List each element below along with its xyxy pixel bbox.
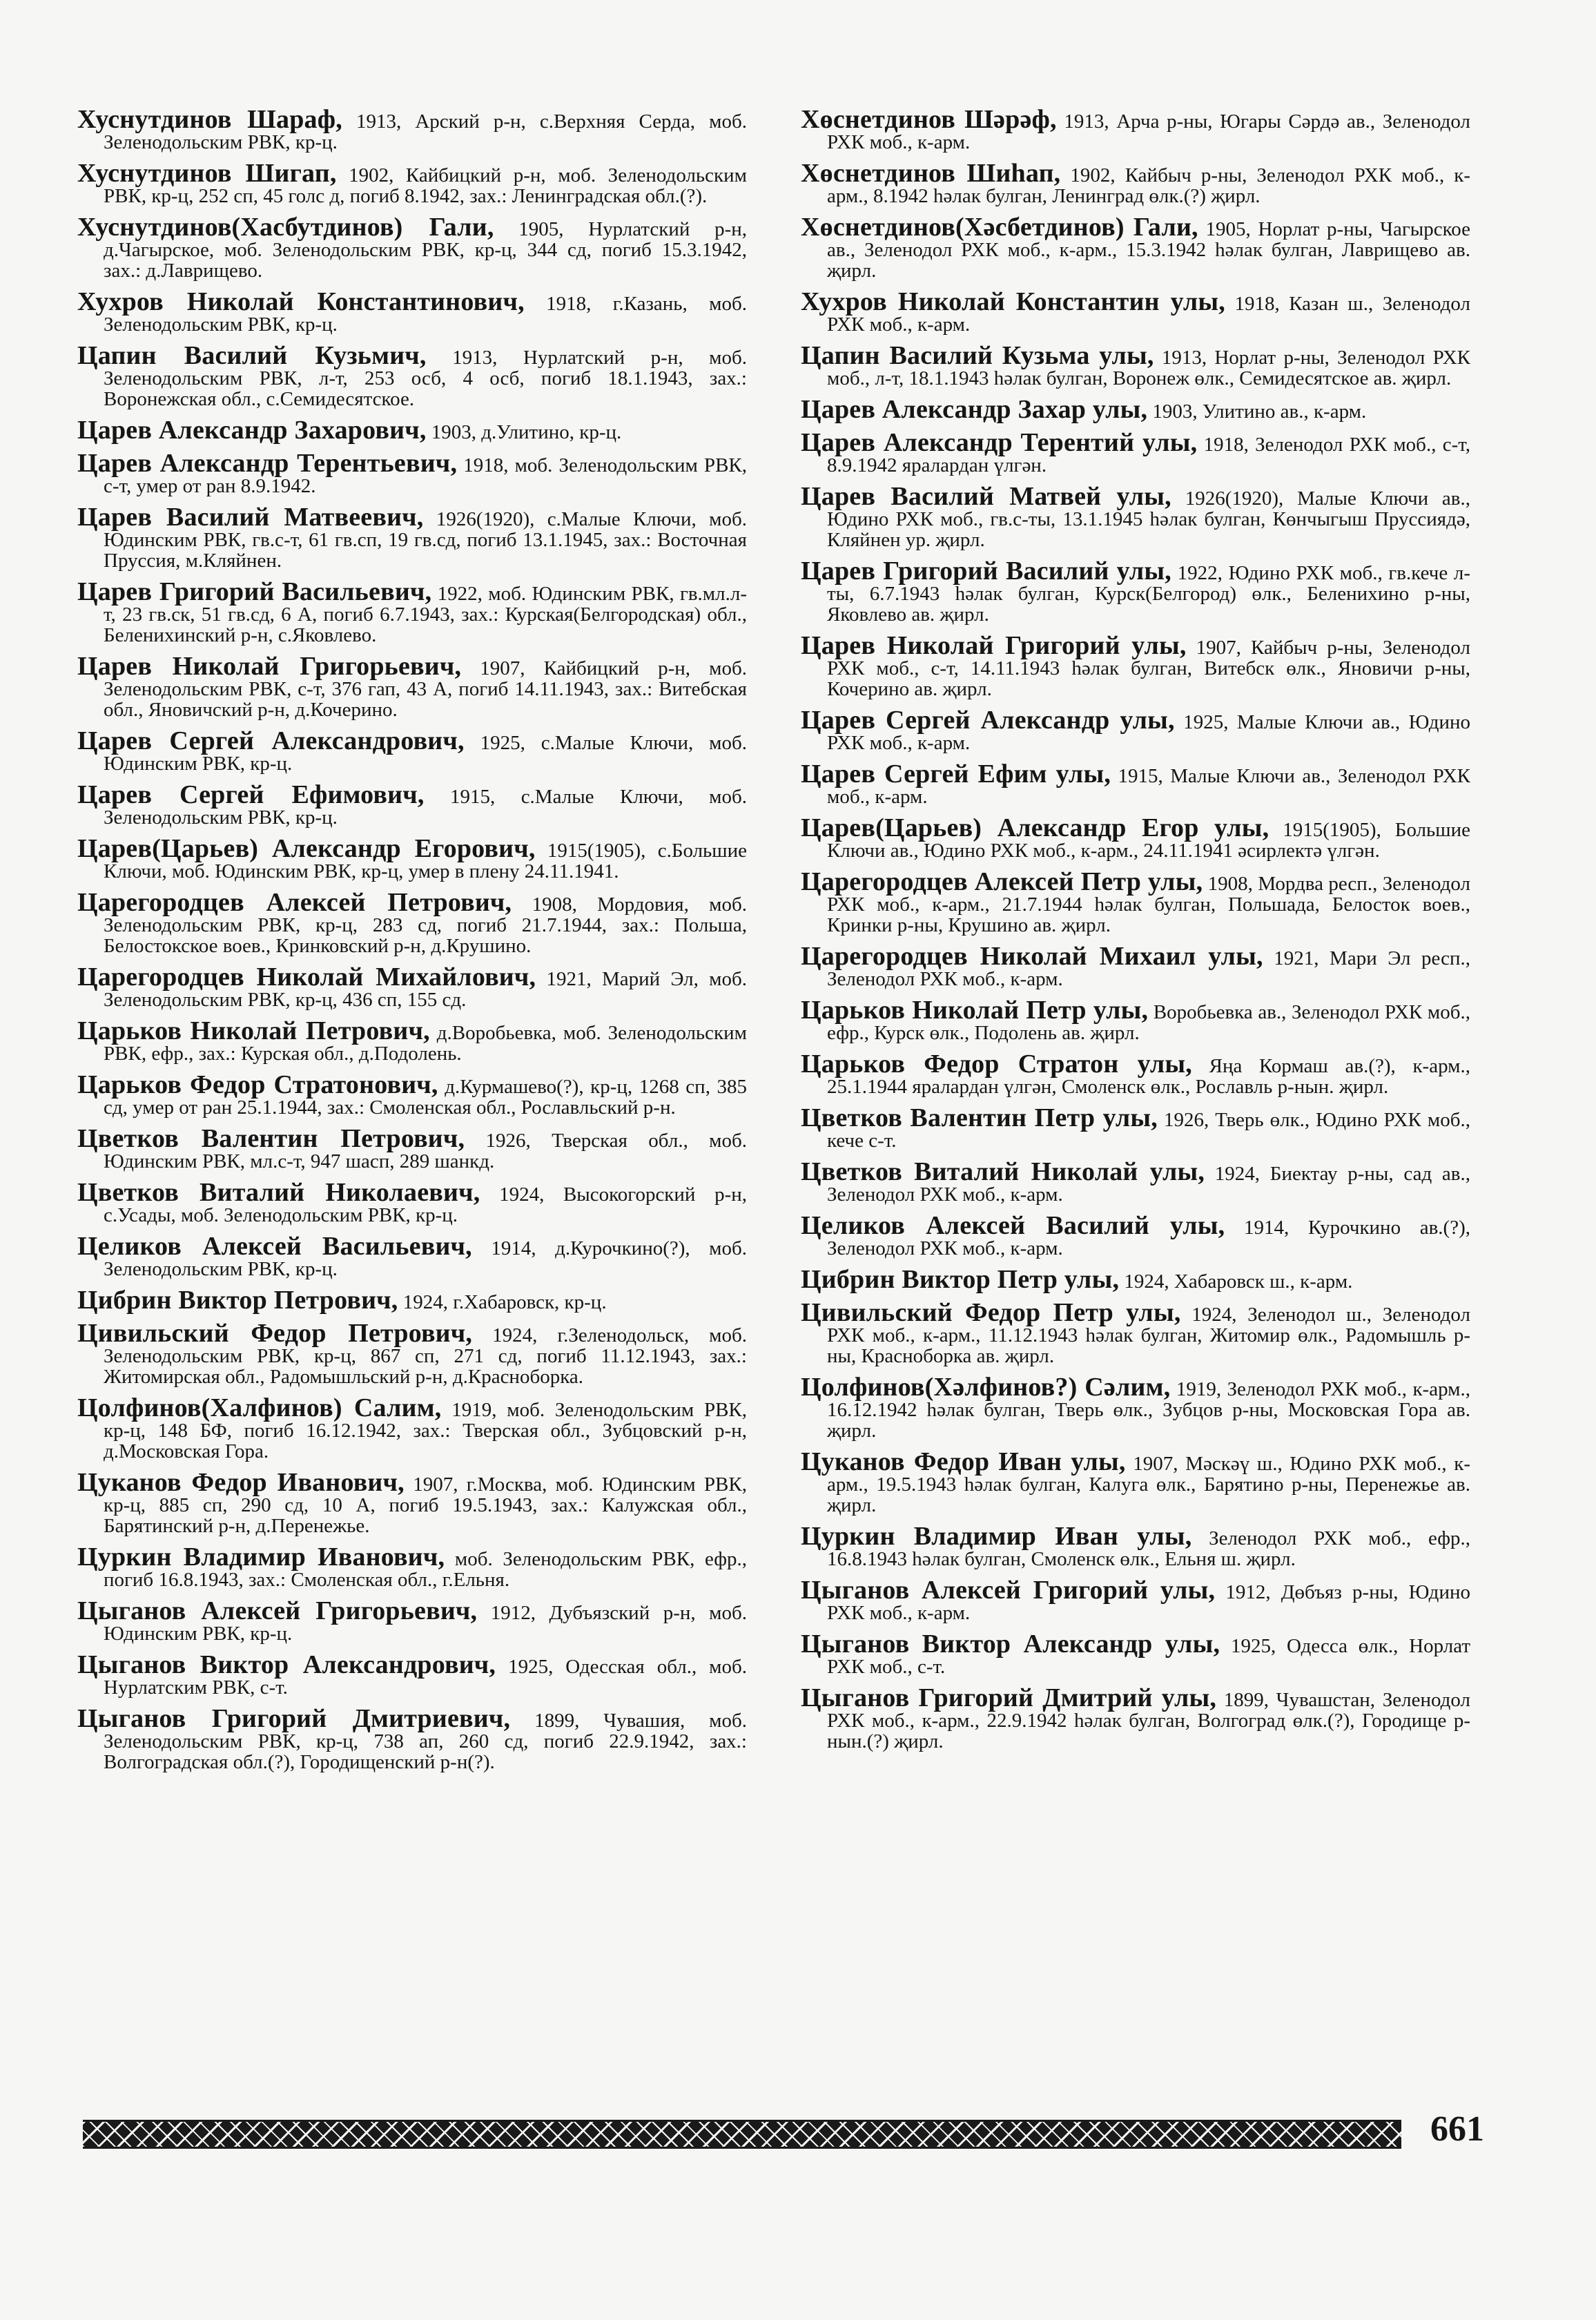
russian-column [77,105,748,1783]
person-name: Царев(Царьев) Александр Егорович, [77,834,536,863]
person-details: 1922, моб. Юдинским РВК, гв.мл.л-т, 23 гв.ск, 51 гв.сд, 6 А, погиб 6.7.1943, зах.: Курская(Белгородская) обл., Беленихинский р-н, с.Яковлево. [104,583,747,646]
person-details: 1925, Одесса өлк., Норлат РХК моб., с-т. [827,1635,1470,1678]
list-item [77,503,748,572]
person-details: д.Курмашево(?), кр-ц, 1268 сп, 385 сд, умер от ран 25.1.1944, зах.: Смоленская обл., Рославльский р-н. [104,1076,748,1119]
person-details: 1918, Казан ш., Зеленодол РХК моб., к-арм. [827,293,1470,336]
person-details: 1924, Хабаровск ш., к-арм. [1119,1270,1353,1293]
person-name: Царев Александр Захар улы, [801,395,1148,424]
person-name: Царев(Царьев) Александр Егор улы, [801,813,1269,842]
list-item [801,1265,1470,1294]
person-name: Целиков Алексей Василий улы, [801,1211,1225,1240]
person-name: Цапин Василий Кузьмич, [77,341,427,370]
list-item [77,159,747,207]
list-item [801,942,1470,990]
person-name: Цветков Валентин Петрович, [77,1124,465,1153]
person-details: 1921, Марий Эл, моб. Зеленодольским РВК, кр-ц, 436 сп, 155 сд. [104,968,747,1011]
person-details: 1926(1920), с.Малые Ключи, моб. Юдинским РВК, гв.с-т, 61 гв.сп, 19 гв.сд, погиб 13.1.1945, зах.: Восточная Пруссия, м.Кляйнен. [104,508,748,572]
person-details: моб. Зеленодольским РВК, ефр., погиб 16.8.1943, зах.: Смоленская обл., г.Ельня. [104,1548,748,1591]
list-item [77,1543,748,1591]
person-name: Цыганов Григорий Дмитрий улы, [801,1683,1217,1712]
person-details: 1921, Мари Эл респ., Зеленодол РХК моб., к-арм. [827,947,1470,990]
person-name: Цуркин Владимир Иванович, [77,1543,445,1572]
person-name: Цивильский Федор Петр улы, [801,1298,1181,1327]
list-item [77,577,747,646]
person-name: Цивильский Федор Петрович, [77,1319,473,1348]
person-details: 1899, Чувашстан, Зеленодол РХК моб., к-арм., 22.9.1942 һәлак булган, Волгоград өлк.(?), Городище р-нын.(?) җирл. [827,1689,1470,1752]
person-name: Цуканов Федор Иванович, [77,1468,405,1497]
person-name: Царьков Николай Петр улы, [801,996,1149,1025]
person-details: 1926, Тверь өлк., Юдино РХК моб., кече с-т. [827,1109,1470,1152]
person-details: 1915(1905), с.Большие Ключи, моб. Юдинским РВК, кр-ц, умер в плену 24.11.1941. [104,840,748,882]
person-name: Царев Николай Григорий улы, [801,631,1187,660]
list-item [77,213,748,282]
person-name: Царев Григорий Васильевич, [77,577,432,606]
list-item [77,1016,747,1065]
list-item [801,760,1470,808]
person-details: 1925, с.Малые Ключи, моб. Юдинским РВК, кр-ц. [104,732,747,775]
list-item [801,287,1470,336]
list-item [801,213,1470,282]
person-name: Хухров Николай Константинович, [77,287,525,316]
person-details: 1907, Кайбыч р-ны, Зеленодол РХК моб., с-т, 14.11.1943 һәлак булган, Витебск өлк., Яновичи р-ны, Кочерино ав. җирл. [827,637,1471,700]
list-item [77,963,747,1011]
person-details: 1913, Норлат р-ны, Зеленодол РХК моб., л-т, 18.1.1943 һәлак булган, Воронеж өлк., Семидесятское ав. җирл. [827,347,1470,389]
list-item [801,482,1470,551]
person-name: Целиков Алексей Васильевич, [77,1232,472,1261]
list-item [77,1650,747,1699]
person-details: 1913, Нурлатский р-н, моб. Зеленодольским РВК, л-т, 253 осб, 4 осб, погиб 18.1.1943, зах.: Воронежская обл., с.Семидесятское. [104,347,747,410]
list-item [77,1704,747,1773]
list-item [801,395,1470,424]
person-name: Цветков Валентин Петр улы, [801,1103,1158,1132]
list-item [77,1070,748,1119]
person-name: Хөснетдинов(Хәсбетдинов) Гали, [801,213,1198,242]
person-name: Царев Сергей Александр улы, [801,706,1175,735]
person-name: Царев Григорий Василий улы, [801,557,1172,586]
list-item [801,631,1471,700]
person-name: Царьков Федор Стратонович, [77,1070,438,1099]
person-name: Царегородцев Николай Михаил улы, [801,942,1263,971]
person-name: Цуркин Владимир Иван улы, [801,1522,1192,1551]
person-details: 1912, Дубъязский р-н, моб. Юдинским РВК, кр-ц. [104,1602,747,1645]
list-item [77,341,747,410]
person-name: Царев Сергей Ефим улы, [801,760,1111,789]
person-name: Царев Александр Захарович, [77,416,427,445]
list-item [801,428,1470,476]
person-name: Цыганов Алексей Григорьевич, [77,1596,478,1625]
person-name: Цапин Василий Кузьма улы, [801,341,1154,370]
list-item [801,813,1470,862]
person-details: 1902, Кайбицкий р-н, моб. Зеленодольским РВК, кр-ц, 252 сп, 45 голс д, погиб 8.1942, зах.: Ленинградская обл.(?). [104,164,747,207]
person-details: 1924, Зеленодол ш., Зеленодол РХК моб., к-арм., 11.12.1943 һәлак булган, Житомир өлк., Радомышль р-ны, Красноборка ав. җирл. [827,1304,1470,1367]
person-details: Воробьевка ав., Зеленодол РХК моб., ефр., Курск өлк., Подолень ав. җирл. [827,1001,1470,1044]
list-item [801,1050,1470,1098]
person-details: 1915(1905), Большие Ключи ав., Юдино РХК моб., к-арм., 24.11.1941 әсирлектә үлгән. [827,819,1470,862]
list-item [77,449,747,497]
decorative-border [83,2120,1401,2149]
tatar-column [801,105,1471,1762]
person-name: Царев Николай Григорьевич, [77,652,462,681]
list-item [77,1232,747,1280]
list-item [77,780,747,829]
person-details: 1919, Зеленодол РХК моб., к-арм., 16.12.1942 һәлак булган, Тверь өлк., Зубцов р-ны, Московская Гора ав. җирл. [827,1378,1470,1442]
person-details: 1903, Улитино ав., к-арм. [1147,400,1367,423]
person-name: Царев Василий Матвей улы, [801,482,1171,511]
person-details: 1902, Кайбыч р-ны, Зеленодол РХК моб., к-арм., 8.1942 һәлак булган, Ленинград өлк.(?) җирл. [827,164,1470,207]
person-name: Цибрин Виктор Петр улы, [801,1265,1120,1294]
list-item [801,159,1470,207]
person-details: 1905, Нурлатский р-н, д.Чагырское, моб. Зеленодольским РВК, кр-ц, 344 сд, погиб 15.3.1942, зах.: д.Лаврищево. [104,218,748,282]
person-name: Царьков Федор Стратон улы, [801,1050,1192,1079]
person-details: 1907, Кайбицкий р-н, моб. Зеленодольским РВК, с-т, 376 гап, 43 А, погиб 14.11.1943, зах.: Витебская обл., Яновичский р-н, д.Кочерино. [104,657,747,721]
person-name: Цыганов Виктор Александр улы, [801,1630,1220,1659]
person-name: Хөснетдинов Шиһап, [801,159,1061,188]
person-details: 1924, Высокогорский р-н, с.Усады, моб. Зеленодольским РВК, кр-ц. [104,1183,747,1226]
list-item [801,1630,1470,1678]
list-item [801,1576,1470,1624]
list-item [801,706,1470,754]
person-details: 1903, д.Улитино, кр-ц. [426,421,622,443]
person-details: 1924, Биектау р-ны, сад ав., Зеленодол РХК моб., к-арм. [827,1163,1470,1206]
person-details: 1899, Чувашия, моб. Зеленодольским РВК, кр-ц, 738 ап, 260 сд, погиб 22.9.1942, зах.: Волгоградская обл.(?), Городищенский р-н(?). [104,1710,747,1773]
list-item [77,726,747,775]
person-details: 1915, с.Малые Ключи, моб. Зеленодольским РВК, кр-ц. [104,786,747,829]
person-name: Царев Александр Терентий улы, [801,428,1198,457]
person-details: Яңа Кормаш ав.(?), к-арм., 25.1.1944 яралардан үлгән, Смоленск өлк., Рославль р-нын. җирл. [827,1055,1470,1098]
list-item [77,105,747,153]
person-name: Цыганов Алексей Григорий улы, [801,1576,1216,1605]
person-details: 1926(1920), Малые Ключи ав., Юдино РХК моб., гв.с-ты, 13.1.1945 һәлак булган, Көнчыгыш Пруссиядә, Кляйнен ур. җирл. [827,487,1470,551]
person-details: 1922, Юдино РХК моб., гв.кече л-ты, 6.7.1943 һәлак булган, Курск(Белгород) өлк., Беленихино р-ны, Яковлево ав. җирл. [827,562,1470,626]
list-item [77,287,747,336]
person-details: 1913, Арча р-ны, Югары Сәрдә ав., Зеленодол РХК моб., к-арм. [827,110,1470,153]
person-details: 1918, Зеленодол РХК моб., с-т, 8.9.1942 яралардан үлгән. [827,434,1470,476]
person-details: 1925, Малые Ключи ав., Юдино РХК моб., к-арм. [827,711,1470,754]
person-name: Цибрин Виктор Петрович, [77,1286,398,1315]
person-name: Царегородцев Николай Михайлович, [77,963,536,992]
list-item [801,1683,1470,1752]
person-name: Царев Сергей Ефимович, [77,780,425,809]
list-item [801,341,1470,389]
person-name: Хухров Николай Константин улы, [801,287,1225,316]
person-details: 1914, Курочкино ав.(?), Зеленодол РХК моб., к-арм. [827,1217,1470,1259]
list-item [801,1103,1470,1152]
list-item [801,996,1470,1044]
person-details: 1908, Мордва респ., Зеленодол РХК моб., к-арм., 21.7.1944 һәлак булган, Польшада, Белосток воев., Кринки р-ны, Крушино ав. җирл. [827,873,1470,936]
list-item [801,1447,1470,1516]
person-name: Цыганов Виктор Александрович, [77,1650,496,1679]
person-details: 1907, Мәскәү ш., Юдино РХК моб., к-арм., 19.5.1943 һәлак булган, Калуга өлк., Барятино р-ны, Перенежье ав. җирл. [827,1453,1470,1516]
list-item [77,652,747,721]
person-name: Хуснутдинов(Хасбутдинов) Гали, [77,213,494,242]
list-item [77,1596,747,1645]
person-details: 1905, Норлат р-ны, Чагырское ав., Зеленодол РХК моб., к-арм., 15.3.1942 һәлак булган, Лаврищево ав. җирл. [827,218,1470,282]
person-name: Цветков Виталий Николаевич, [77,1178,480,1207]
person-name: Царев Сергей Александрович, [77,726,465,755]
person-name: Цыганов Григорий Дмитриевич, [77,1704,511,1733]
person-details: 1907, г.Москва, моб. Юдинским РВК, кр-ц, 885 сп, 290 сд, 10 А, погиб 19.5.1943, зах.: Калужская обл., Барятинский р-н, д.Перенежье. [104,1473,747,1537]
person-details: 1913, Арский р-н, с.Верхняя Серда, моб. Зеленодольским РВК, кр-ц. [104,110,747,153]
list-item [801,1157,1470,1206]
list-item [77,1319,747,1388]
person-name: Царьков Николай Петрович, [77,1016,430,1045]
list-item [801,1373,1470,1442]
person-name: Хөснетдинов Шәрәф, [801,105,1057,134]
person-details: 1924, г.Зеленодольск, моб. Зеленодольским РВК, кр-ц, 867 сп, 271 сд, погиб 11.12.1943, зах.: Житомирская обл., Радомышльский р-н, д.Красноборка. [104,1324,747,1388]
person-name: Цолфинов(Хәлфинов?) Сәлим, [801,1373,1171,1402]
person-details: 1908, Мордовия, моб. Зеленодольским РВК, кр-ц, 283 сд, погиб 21.7.1944, зах.: Польша, Белостокское воев., Кринковский р-н, д.Крушино. [104,893,747,957]
person-name: Цветков Виталий Николай улы, [801,1157,1205,1186]
page-footer [83,2109,1484,2154]
list-item [77,1124,747,1172]
person-details: Зеленодол РХК моб., ефр., 16.8.1943 һәлак булган, Смоленск өлк., Ельня ш. җирл. [827,1527,1470,1570]
list-item [801,1522,1470,1570]
page-number: 661 [1430,2109,1484,2149]
list-item [801,1298,1470,1367]
list-item [801,867,1470,936]
list-item [77,888,747,957]
person-name: Царегородцев Алексей Петрович, [77,888,512,917]
person-details: 1919, моб. Зеленодольским РВК, кр-ц, 148 БФ, погиб 16.12.1942, зах.: Тверская обл., Зубцовский р-н, д.Московская Гора. [104,1399,748,1462]
person-details: д.Воробьевка, моб. Зеленодольским РВК, ефр., зах.: Курская обл., д.Подолень. [104,1022,747,1065]
list-item [77,416,747,445]
list-item [77,1178,747,1226]
person-details: 1918, г.Казань, моб. Зеленодольским РВК, кр-ц. [104,293,747,336]
person-details: 1925, Одесская обл., моб. Нурлатским РВК, с-т. [104,1656,747,1699]
person-details: 1926, Тверская обл., моб. Юдинским РВК, мл.с-т, 947 шасп, 289 шанкд. [104,1130,747,1172]
list-item [801,1211,1470,1259]
person-details: 1912, Дөбъяз р-ны, Юдино РХК моб., к-арм. [827,1581,1470,1624]
person-name: Цолфинов(Халфинов) Салим, [77,1393,442,1422]
list-item [77,1468,747,1537]
person-details: 1918, моб. Зеленодольским РВК, с-т, умер от ран 8.9.1942. [104,454,747,497]
person-details: 1924, г.Хабаровск, кр-ц. [398,1291,607,1313]
list-item [801,105,1470,153]
person-name: Хуснутдинов Шараф, [77,105,342,134]
person-details: 1914, д.Курочкино(?), моб. Зеленодольским РВК, кр-ц. [104,1237,747,1280]
list-item [77,834,748,882]
person-name: Царегородцев Алексей Петр улы, [801,867,1203,896]
list-item [77,1286,747,1315]
person-name: Царев Александр Терентьевич, [77,449,458,478]
person-name: Царев Василий Матвеевич, [77,503,424,532]
person-details: 1915, Малые Ключи ав., Зеленодол РХК моб., к-арм. [827,765,1470,808]
person-name: Хуснутдинов Шигап, [77,159,337,188]
list-item [77,1393,748,1462]
person-name: Цуканов Федор Иван улы, [801,1447,1126,1476]
list-item [801,557,1470,626]
